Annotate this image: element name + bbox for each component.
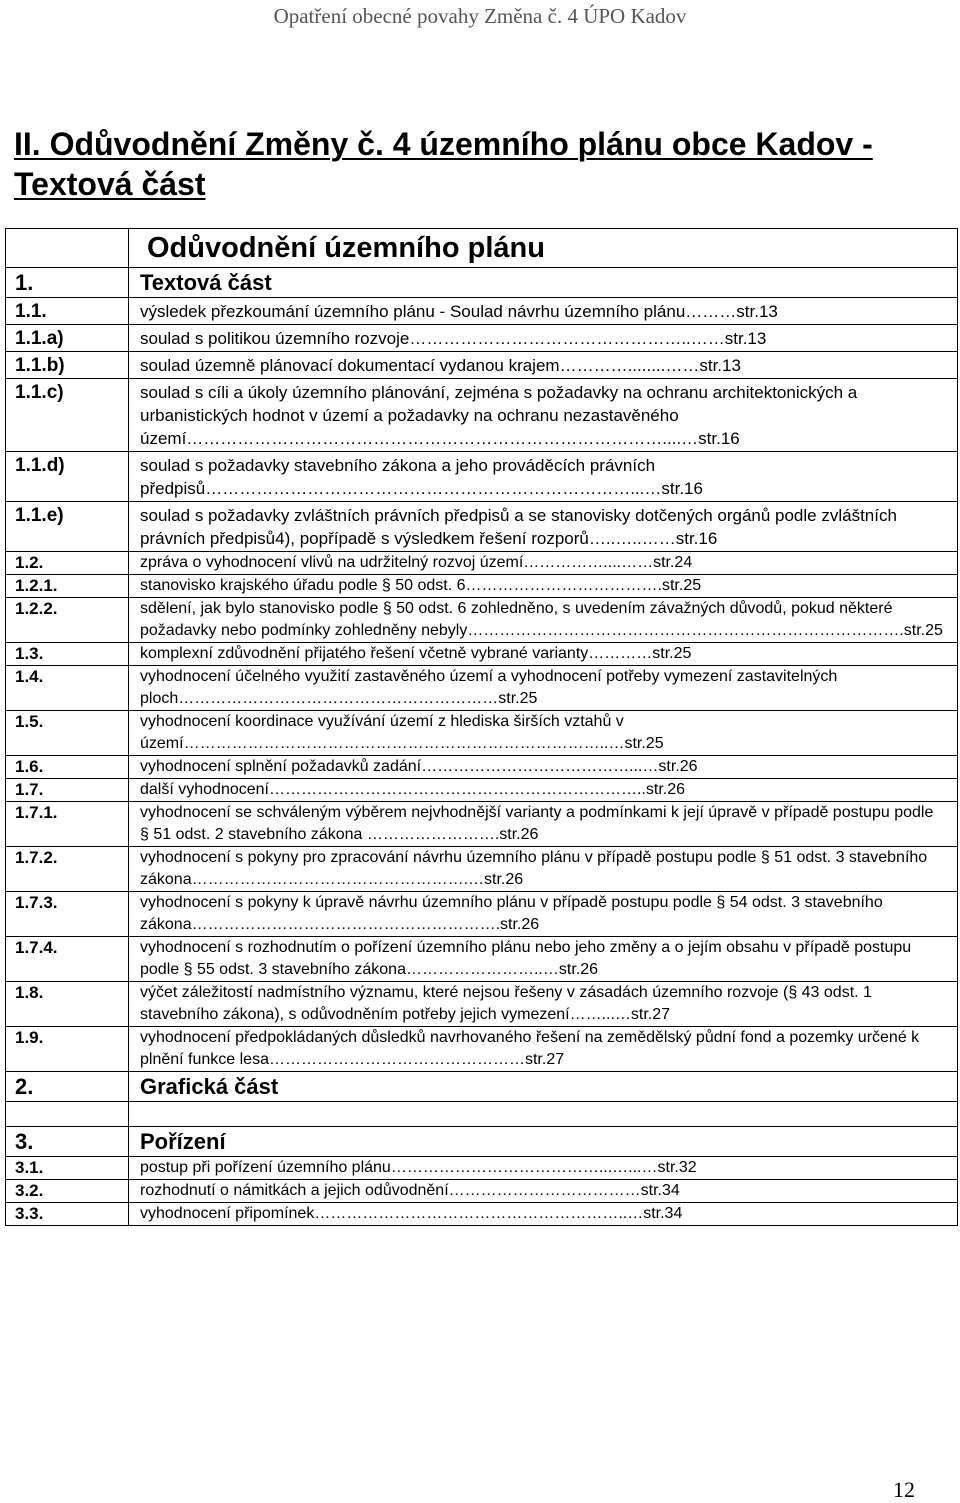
toc-row [6,643,958,666]
toc-number: 1.7.2. [6,847,129,892]
toc-text: sdělení, jak bylo stanovisko podle § 50 odst. 6 zohledněno, s uvedením závažných důvodů, pokud některé požadavky nebo podmínky zohledněny nebyly……………………………………………………………………….str.25 [129,598,958,643]
toc-text: další vyhodnocení……………………………………………………………..str.26 [129,779,958,802]
toc-text: vyhodnocení splnění požadavků zadání…………………………………...…str.26 [129,756,958,779]
toc-number: 3.2. [6,1180,129,1203]
toc-number: 1.1.a) [6,325,129,352]
toc-number: 1.4. [6,666,129,711]
toc-row [6,325,958,352]
toc-row [6,847,958,892]
section-row [6,1127,958,1157]
toc-row [6,452,958,502]
toc-number: 1.7.3. [6,892,129,937]
toc-text: vyhodnocení účelného využití zastavěného území a vyhodnocení potřeby vymezení zastavitelných ploch……………………………………………………str.25 [129,666,958,711]
toc-row [6,575,958,598]
toc-text: zpráva o vyhodnocení vlivů na udržitelný rozvoj území……………....……str.24 [129,552,958,575]
page-number: 12 [893,1477,915,1502]
toc-number: 1.8. [6,982,129,1027]
toc-row [6,1180,958,1203]
toc-row [6,1027,958,1072]
toc-number: 3.1. [6,1157,129,1180]
toc-text: soulad s požadavky stavebního zákona a jeho prováděcích právních předpisů…………………………………………………………………...…str.16 [129,452,958,502]
document-header: Opatření obecné povahy Změna č. 4 ÚPO Kadov [273,4,687,28]
toc-text: vyhodnocení s rozhodnutím o pořízení územního plánu nebo jeho změny a o jejím obsahu v případě postupu podle § 55 odst. 3 stavebního zákona……………………..…str.26 [129,937,958,982]
toc-number: 1.1.c) [6,379,129,452]
toc-text: soulad s požadavky zvláštních právních předpisů a se stanovisky dotčených orgánů podle zvláštních právních předpisů4), popřípadě s výsledkem řešení rozporů…..…..……str.16 [129,502,958,552]
toc-row [6,298,958,325]
toc-text: stanovisko krajského úřadu podle § 50 odst. 6……………………………….str.25 [129,575,958,598]
section-label: Pořízení [129,1127,958,1157]
toc-row [6,502,958,552]
toc-text: soulad s cíli a úkoly územního plánování, zejména s požadavky na ochranu architektonických a urbanistických hodnot v území a požadavky na ochranu nezastavěného území…………………………………………………………………………....…str.16 [129,379,958,452]
toc-row [6,666,958,711]
toc-number: 1.2.1. [6,575,129,598]
section-label: Grafická část [129,1072,958,1102]
section-number: 1. [6,268,129,298]
toc-text: výsledek přezkoumání územního plánu - Soulad návrhu územního plánu………str.13 [129,298,958,325]
toc-row [6,756,958,779]
toc-number: 1.1.b) [6,352,129,379]
toc-number: 1.2. [6,552,129,575]
toc-number: 1.1.d) [6,452,129,502]
toc-row [6,1157,958,1180]
toc-text: postup při pořízení územního plánu…………………………………...…...…str.32 [129,1157,958,1180]
toc-row [6,1203,958,1226]
toc-row [6,982,958,1027]
toc-number: 1.7.1. [6,802,129,847]
toc-number: 1.5. [6,711,129,756]
toc-number: 1.1. [6,298,129,325]
toc-text: vyhodnocení se schváleným výběrem nejvhodnější varianty a podmínkami k její úpravě v případě postupu podle § 51 odst. 2 stavebního zákona …………………….str.26 [129,802,958,847]
toc-text: soulad s politikou územního rozvoje…………………………………………..……str.13 [129,325,958,352]
toc-number: 3.3. [6,1203,129,1226]
toc-row [6,711,958,756]
empty-row [6,1102,958,1127]
toc-row [6,892,958,937]
toc-text: rozhodnutí o námitkách a jejich odůvodnění………………………………str.34 [129,1180,958,1203]
toc-number: 1.7. [6,779,129,802]
toc-text: vyhodnocení předpokládaných důsledků navrhovaného řešení na zemědělský půdní fond a pozemky určené k plnění funkce lesa…………………………………………str.27 [129,1027,958,1072]
section-number: 3. [6,1127,129,1157]
toc-row [6,379,958,452]
toc-text: soulad územně plánovací dokumentací vydanou krajem…………........……str.13 [129,352,958,379]
toc-number: 1.3. [6,643,129,666]
toc-number: 1.6. [6,756,129,779]
toc-number: 1.7.4. [6,937,129,982]
toc-number: 1.2.2. [6,598,129,643]
toc-text: vyhodnocení s pokyny k úpravě návrhu územního plánu v případě postupu podle § 54 odst. 3 stavebního zákona………………………………………………….str.26 [129,892,958,937]
toc-text: vyhodnocení připomínek…………………………………………………..…str.34 [129,1203,958,1226]
toc-number: 1.1.e) [6,502,129,552]
toc-heading: Odůvodnění územního plánu [129,229,958,268]
section-label: Textová část [129,268,958,298]
table-of-contents [5,228,958,1226]
toc-text: komplexní zdůvodnění přijatého řešení včetně vybrané varianty…………str.25 [129,643,958,666]
toc-text: výčet záležitostí nadmístního významu, které nejsou řešeny v zásadách územního rozvoje (§ 43 odst. 1 stavebního zákona), s odůvodněním potřeby jejich vymezení……...…str.27 [129,982,958,1027]
toc-row [6,552,958,575]
section-row [6,268,958,298]
toc-number: 1.9. [6,1027,129,1072]
toc-row [6,802,958,847]
toc-row [6,598,958,643]
toc-heading-row [6,229,958,268]
toc-row [6,779,958,802]
toc-row [6,937,958,982]
toc-row [6,352,958,379]
main-title: II. Odůvodnění Změny č. 4 územního plánu obce Kadov - Textová část [14,126,873,202]
section-number: 2. [6,1072,129,1102]
toc-text: vyhodnocení s pokyny pro zpracování návrhu územního plánu v případě postupu podle § 51 odst. 3 stavebního zákona…………………………………………….…str.26 [129,847,958,892]
toc-text: vyhodnocení koordinace využívání území z hlediska širších vztahů v území……………………………………………………………………..…str.25 [129,711,958,756]
section-row [6,1072,958,1102]
